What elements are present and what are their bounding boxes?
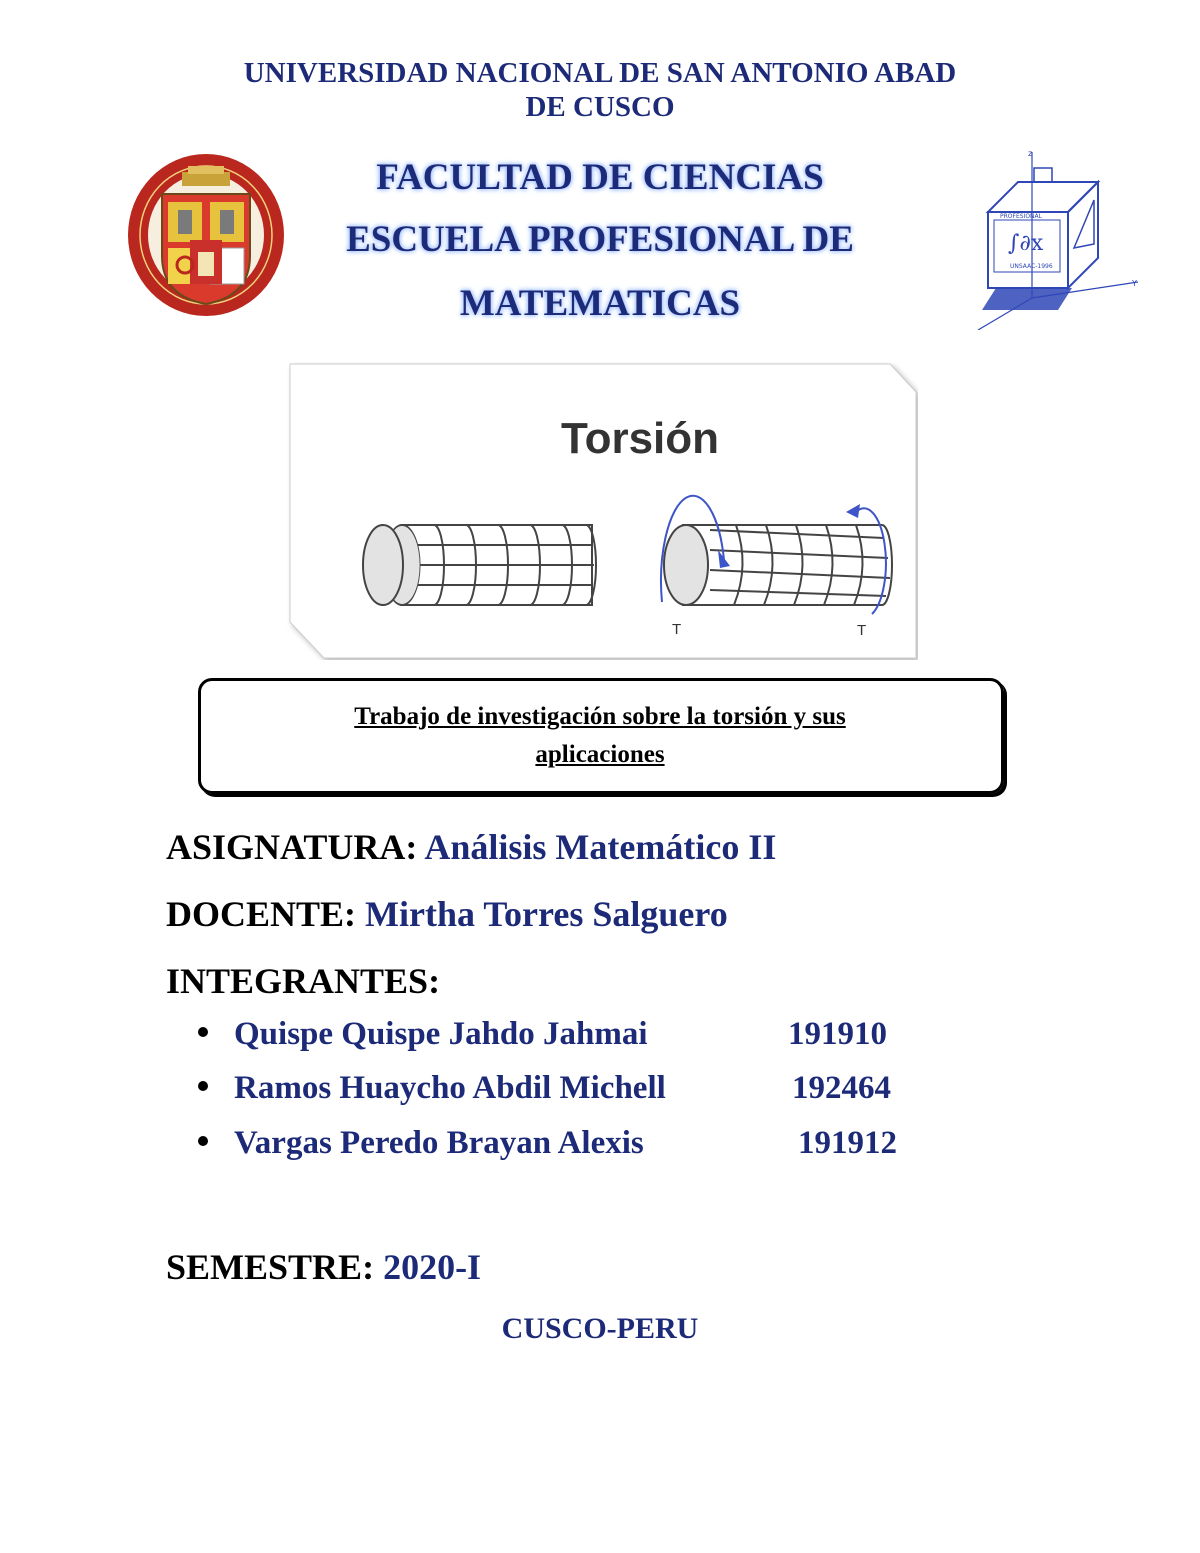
teacher-value: Mirtha Torres Salguero xyxy=(365,894,728,934)
member-name: Vargas Peredo Brayan Alexis xyxy=(234,1125,644,1161)
semester-value: 2020-I xyxy=(383,1247,482,1287)
member-code: 191910 xyxy=(788,1016,887,1052)
school-title-line1: ESCUELA PROFESIONAL DE xyxy=(346,219,854,260)
bullet-icon xyxy=(198,1081,208,1091)
semester-label: SEMESTRE: xyxy=(166,1247,375,1287)
semester-row xyxy=(166,1246,481,1288)
torque-label-left: T xyxy=(672,621,682,638)
members-label: INTEGRANTES: xyxy=(166,961,441,1001)
svg-text:z: z xyxy=(1028,149,1033,158)
svg-text:∫∂x: ∫∂x xyxy=(1008,231,1044,256)
member-item xyxy=(198,1016,887,1053)
subject-row xyxy=(166,826,776,868)
member-code: 191912 xyxy=(798,1125,897,1161)
subject-label: ASIGNATURA: xyxy=(166,827,418,867)
university-name xyxy=(0,56,1200,124)
svg-text:UNSAAC-1996: UNSAAC-1996 xyxy=(1010,263,1053,270)
svg-text:PROFESIONAL: PROFESIONAL xyxy=(1000,213,1042,220)
member-item xyxy=(198,1070,891,1107)
work-title xyxy=(250,698,950,774)
teacher-row xyxy=(166,893,728,935)
work-title-line2: aplicaciones xyxy=(535,741,665,768)
university-name-line2: DE CUSCO xyxy=(525,91,675,123)
svg-text:Y: Y xyxy=(1132,279,1137,288)
bullet-icon xyxy=(198,1136,208,1146)
university-name-line1: UNIVERSIDAD NACIONAL DE SAN ANTONIO ABAD xyxy=(243,57,957,89)
university-seal-icon xyxy=(126,152,286,318)
school-title-line2: MATEMATICAS xyxy=(459,283,741,324)
torsion-figure xyxy=(286,362,918,660)
member-name: Quispe Quispe Jahdo Jahmai xyxy=(234,1016,648,1052)
untwisted-cylinder xyxy=(363,525,596,605)
work-title-line1: Trabajo de investigación sobre la torsión y sus xyxy=(354,703,846,730)
faculty-title: FACULTAD DE CIENCIAS xyxy=(376,157,824,198)
figure-title: Torsión xyxy=(560,414,720,463)
twisted-cylinder xyxy=(664,525,892,605)
member-item xyxy=(198,1125,897,1162)
bullet-icon xyxy=(198,1027,208,1037)
subject-value: Análisis Matemático II xyxy=(424,827,777,867)
teacher-label: DOCENTE: xyxy=(166,894,357,934)
math-school-logo-icon xyxy=(948,148,1142,330)
member-code: 192464 xyxy=(792,1070,891,1106)
torque-label-right: T xyxy=(857,622,867,639)
place-text: CUSCO-PERU xyxy=(501,1312,699,1345)
member-name: Ramos Huaycho Abdil Michell xyxy=(234,1070,666,1106)
